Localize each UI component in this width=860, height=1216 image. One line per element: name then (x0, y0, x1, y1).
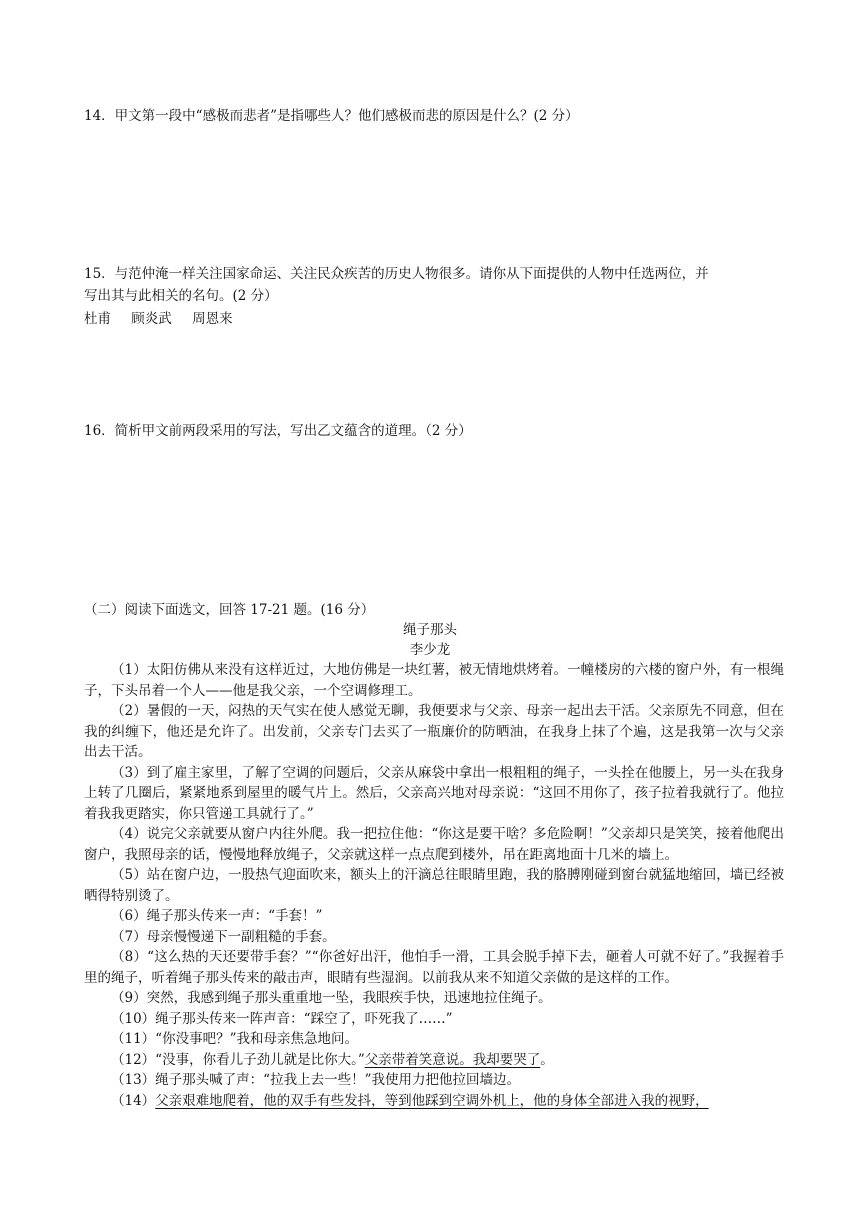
paragraph-8: （8）“这么热的天还要带手套？”“你爸好出汗，他怕手一滑，工具会脱手掉下去，砸着人可就不好了。”我握着手里的绳子，听着绳子那头传来的敲击声，眼睛有些湿润。以前我从来不知道父亲做的是这样的工作。 (84, 949, 784, 986)
paragraph-12-tail: 。 (540, 1051, 554, 1068)
paragraph-6: （6）绳子那头传来一声：“手套！” (111, 908, 323, 924)
paragraph-14-text: （14） (111, 1092, 156, 1109)
paragraph-1: （1）太阳仿佛从来没有这样近过，大地仿佛是一块红薯，被无情地烘烤着。一幢楼房的六楼的窗户外，有一根绳子，下头吊着一个人——他是我父亲，一个空调修理工。 (84, 662, 784, 699)
paragraph-5: （5）站在窗户边，一股热气迎面吹来，额头上的汗滴总往眼睛里跑，我的胳膊刚碰到窗台就猛地缩回，墙已经被晒得特别烫了。 (84, 867, 784, 904)
article-title: 绳子那头 (403, 622, 457, 638)
paragraph-4: （4）说完父亲就要从窗户内往外爬。我一把拉住他：“你这是要干啥？多危险啊！”父亲却只是笑笑，接着他爬出窗户，我照母亲的话，慢慢地释放绳子，父亲就这样一点点爬到楼外，吊在距离地面十几米的墙上。 (84, 826, 784, 863)
question-15-people (84, 309, 249, 329)
person-gu-yanwu: 顾炎武 (131, 311, 172, 327)
article-author: 李少龙 (409, 642, 451, 658)
paragraph-12-underlined: 父亲带着笑意说。我却要哭了 (364, 1051, 541, 1068)
article-body (84, 660, 784, 1111)
question-15-line-1: 15．与范仲淹一样关注国家命运、关注民众疾苦的历史人物很多。请你从下面提供的人物中任选两位，并 (84, 266, 709, 282)
question-15-line-2: 写出其与此相关的名句。(2 分） (84, 288, 278, 304)
person-du-fu: 杜甫 (84, 311, 111, 327)
paragraph-7: （7）母亲慢慢递下一副粗糙的手套。 (111, 928, 336, 945)
paragraph-11: （11）“你没事吧？”我和母亲焦急地问。 (111, 1031, 358, 1047)
paragraph-2: （2）暑假的一天，闷热的天气实在使人感觉无聊，我便要求与父亲、母亲一起出去干活。父亲原先不同意，但在我的纠缠下，他还是允许了。出发前，父亲专门去买了一瓶廉价的防晒油，在我身上抹了个遍，这是我第一次与父亲出去干活。 (84, 703, 784, 760)
question-14: 14．甲文第一段中“感极而悲者”是指哪些人？他们感极而悲的原因是什么？(2 分） (84, 108, 579, 124)
paragraph-10: （10）绳子那头传来一阵声音：“踩空了，吓死我了……” (111, 1010, 453, 1027)
paragraph-3: （3）到了雇主家里，了解了空调的问题后，父亲从麻袋中拿出一根粗粗的绳子，一头拴在他腰上，另一头在我身上转了几圈后，紧紧地系到屋里的暖气片上。然后，父亲高兴地对母亲说：“这回不用你了，孩子拉着我就行了。他拉着我我更踏实，你只管递工具就行了。” (84, 764, 784, 822)
paragraph-13: （13）绳子那头喊了声：“拉我上去一些！”我使用力把他拉回墙边。 (111, 1072, 520, 1088)
paragraph-14-underlined: 父亲艰难地爬着，他的双手有些发抖，等到他踩到空调外机上，他的身体全部进入我的视野， (155, 1092, 709, 1109)
person-zhou-enlai: 周恩来 (192, 311, 233, 327)
paragraph-12 (84, 1050, 784, 1071)
paragraph-14 (84, 1091, 784, 1112)
paragraph-12-text: （12）“没事，你看儿子劲儿就是比你大。” (111, 1051, 365, 1068)
paragraph-9: （9）突然，我感到绳子那头重重地一坠，我眼疾手快，迅速地拉住绳子。 (111, 990, 552, 1006)
question-16: 16．简析甲文前两段采用的写法，写出乙文蕴含的道理。（2 分） (84, 423, 472, 439)
section-heading: （二）阅读下面选文，回答 17-21 题。(16 分） (84, 602, 375, 618)
